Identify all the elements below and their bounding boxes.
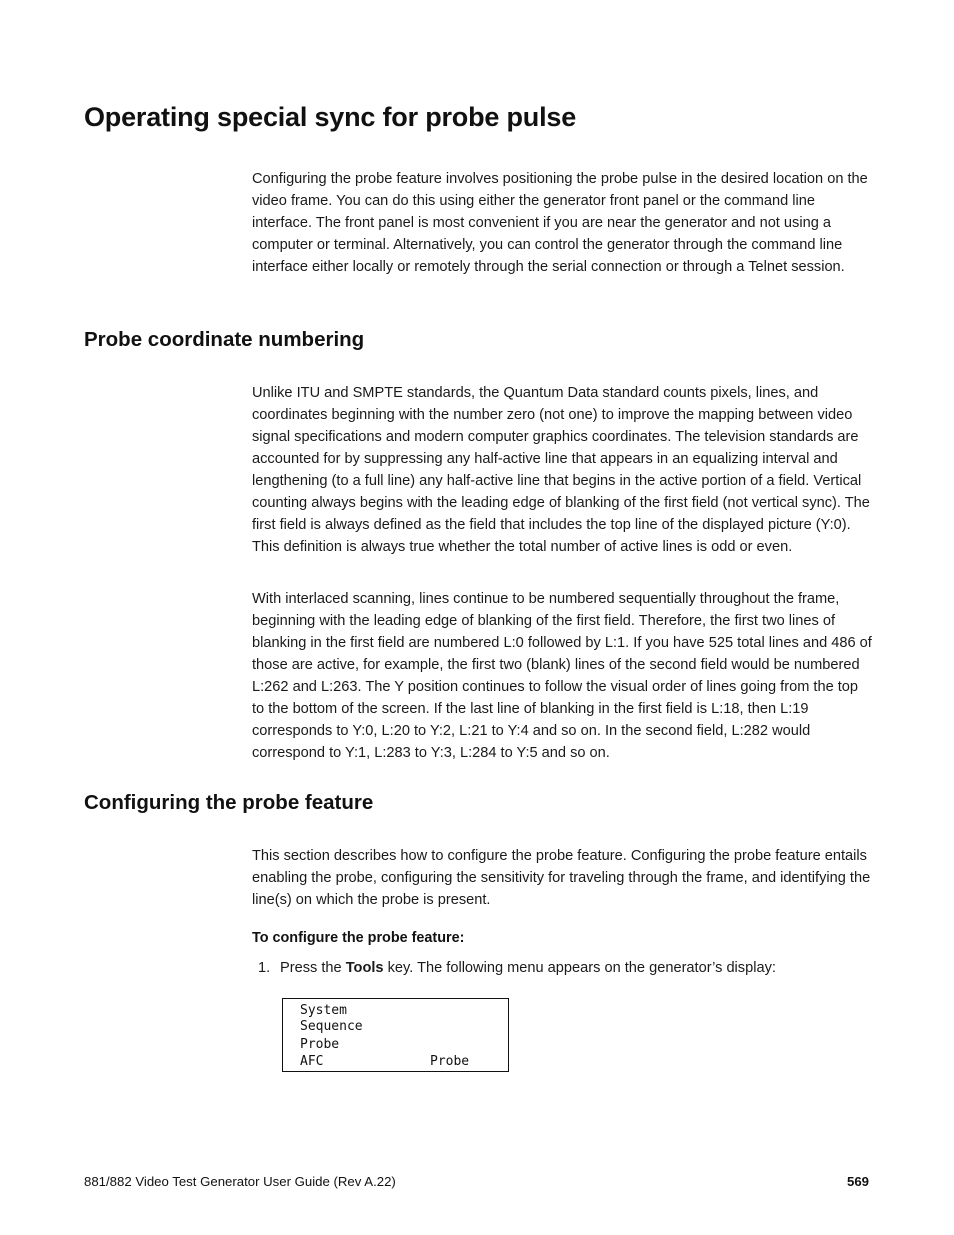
- display-line-afc: AFC: [300, 1054, 324, 1069]
- display-softkey-probe: Probe: [430, 1054, 470, 1069]
- footer-document-title: 881/882 Video Test Generator User Guide (Rev A.22): [84, 1174, 396, 1189]
- step-text-suffix: key. The following menu appears on the generator’s display:: [383, 960, 776, 976]
- step-text-prefix: Press the: [280, 960, 346, 976]
- footer-page-number: 569: [846, 1174, 869, 1189]
- step-number: 1.: [258, 960, 271, 976]
- display-line-system: System: [300, 1003, 347, 1018]
- display-line-probe: Probe: [300, 1037, 340, 1052]
- procedure-title: To configure the probe feature:: [252, 930, 465, 946]
- configuring-probe-paragraph: This section describes how to configure the probe feature. Configuring the probe feature entails enabling the probe, configuring the sensitivity for traveling through the frame, and identifying the line(s) on which the probe is present.: [252, 848, 871, 908]
- tools-key-label: Tools: [345, 960, 384, 976]
- procedure-step-1: [258, 957, 776, 979]
- page-title: Operating special sync for probe pulse: [84, 102, 577, 132]
- intro-paragraph: Configuring the probe feature involves positioning the probe pulse in the desired location on the video frame. You can do this using either the generator front panel or the command line interface. The front panel is most convenient if you are near the generator and not using a computer or terminal. Alternatively, you can control the generator through the command line interface either locally or remotely through the serial connection or through a Telnet session.: [252, 171, 868, 275]
- section-heading-configuring-probe-feature: Configuring the probe feature: [84, 791, 374, 814]
- generator-display-box: [282, 998, 509, 1072]
- coordinate-numbering-paragraph-2: With interlaced scanning, lines continue to be numbered sequentially throughout the frame, beginning with the leading edge of blanking of the first field. Therefore, the first two lines of blanking in the first field are numbered L:0 followed by L:1. If you have 525 total lines and 486 of those are active, for example, the first two (blank) lines of the second field would be numbered L:262 and L:263. The Y position continues to follow the visual order of lines going from the top to the bottom of the screen. If the last line of blanking in the first field is L:18, then L:19 corresponds to Y:0, L:20 to Y:2, L:21 to Y:4 and so on. In the second field, L:282 would correspond to Y:1, L:283 to Y:3, L:284 to Y:5 and so on.: [252, 591, 872, 761]
- display-line-sequence: Sequence: [300, 1019, 363, 1034]
- section-heading-probe-coordinate-numbering: Probe coordinate numbering: [84, 328, 365, 351]
- coordinate-numbering-paragraph-1: Unlike ITU and SMPTE standards, the Quantum Data standard counts pixels, lines, and coordinates beginning with the number zero (not one) to improve the mapping between video signal specifications and modern computer graphics coordinates. The television standards are accounted for by suppressing any half-active line that appears in an equalizing interval and lengthening (to a full line) any half-active line that begins in the active portion of a field. Vertical counting always begins with the leading edge of blanking of the first field (not vertical sync). The first field is always defined as the field that includes the top line of the displayed picture (Y:0). This definition is always true whether the total number of active lines is odd or even.: [252, 385, 870, 555]
